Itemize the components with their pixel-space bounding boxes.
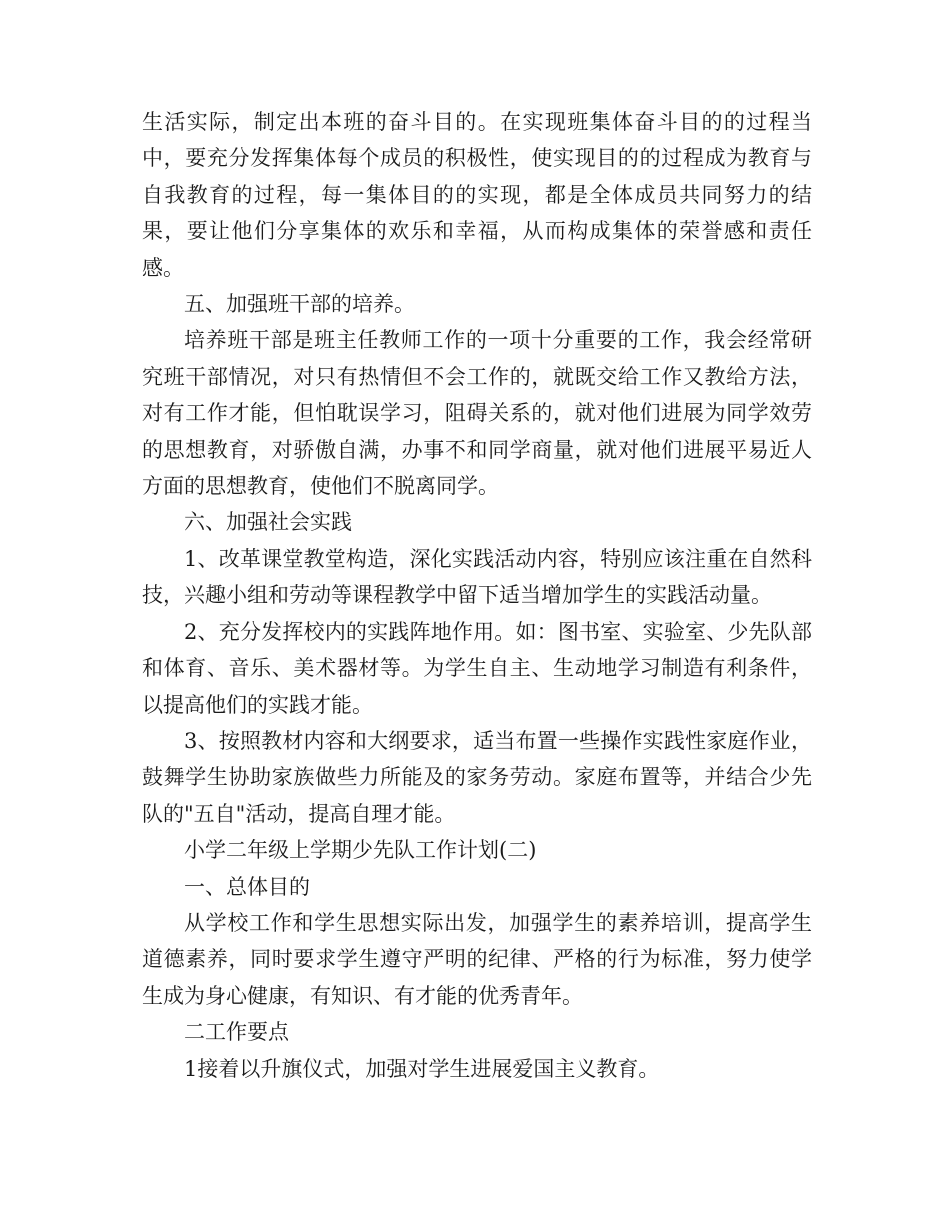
section-heading-overall-goal: 一、总体目的 <box>184 874 310 899</box>
list-item-1: 1、改革课堂教堂构造，深化实践活动内容，特别应该注重在自然科技，兴趣小组和劳动等课程教学中留下适当增加学生的实践活动量。 <box>142 546 812 608</box>
list-item-2: 2、充分发挥校内的实践阵地作用。如：图书室、实验室、少先队部和体育、音乐、美术器材等。为学生自主、生动地学习制造有利条件，以提高他们的实践才能。 <box>142 619 812 717</box>
section-heading-work-points: 二工作要点 <box>184 1020 289 1045</box>
work-point-1: 1接着以升旗仪式，加强对学生进展爱国主义教育。 <box>184 1056 660 1081</box>
document-body <box>142 104 812 1087</box>
plan-title-two: 小学二年级上学期少先队工作计划(二) <box>184 838 537 863</box>
section-heading-six: 六、加强社会实践 <box>184 510 352 535</box>
paragraph-overall-goal: 从学校工作和学生思想实际出发，加强学生的素养培训，提高学生道德素养，同时要求学生遵守严明的纪律、严格的行为标准，努力使学生成为身心健康，有知识、有才能的优秀青年。 <box>142 910 812 1008</box>
paragraph-continuation: 生活实际，制定出本班的奋斗目的。在实现班集体奋斗目的的过程当中，要充分发挥集体每个成员的积极性，使实现目的的过程成为教育与自我教育的过程，每一集体目的的实现，都是全体成员共同努力的结果，要让他们分享集体的欢乐和幸福，从而构成集体的荣誉感和责任感。 <box>142 110 812 280</box>
list-item-3: 3、按照教材内容和大纲要求，适当布置一些操作实践性家庭作业，鼓舞学生协助家族做些力所能及的家务劳动。家庭布置等，并结合少先队的"五自"活动，提高自理才能。 <box>142 728 812 826</box>
paragraph-cadre-training: 培养班干部是班主任教师工作的一项十分重要的工作，我会经常研究班干部情况，对只有热情但不会工作的，就既交给工作又教给方法，对有工作才能，但怕耽误学习，阻碍关系的，就对他们进展为同学效劳的思想教育，对骄傲自满，办事不和同学商量，就对他们进展平易近人方面的思想教育，使他们不脱离同学。 <box>142 328 812 499</box>
section-heading-five: 五、加强班干部的培养。 <box>184 292 415 317</box>
